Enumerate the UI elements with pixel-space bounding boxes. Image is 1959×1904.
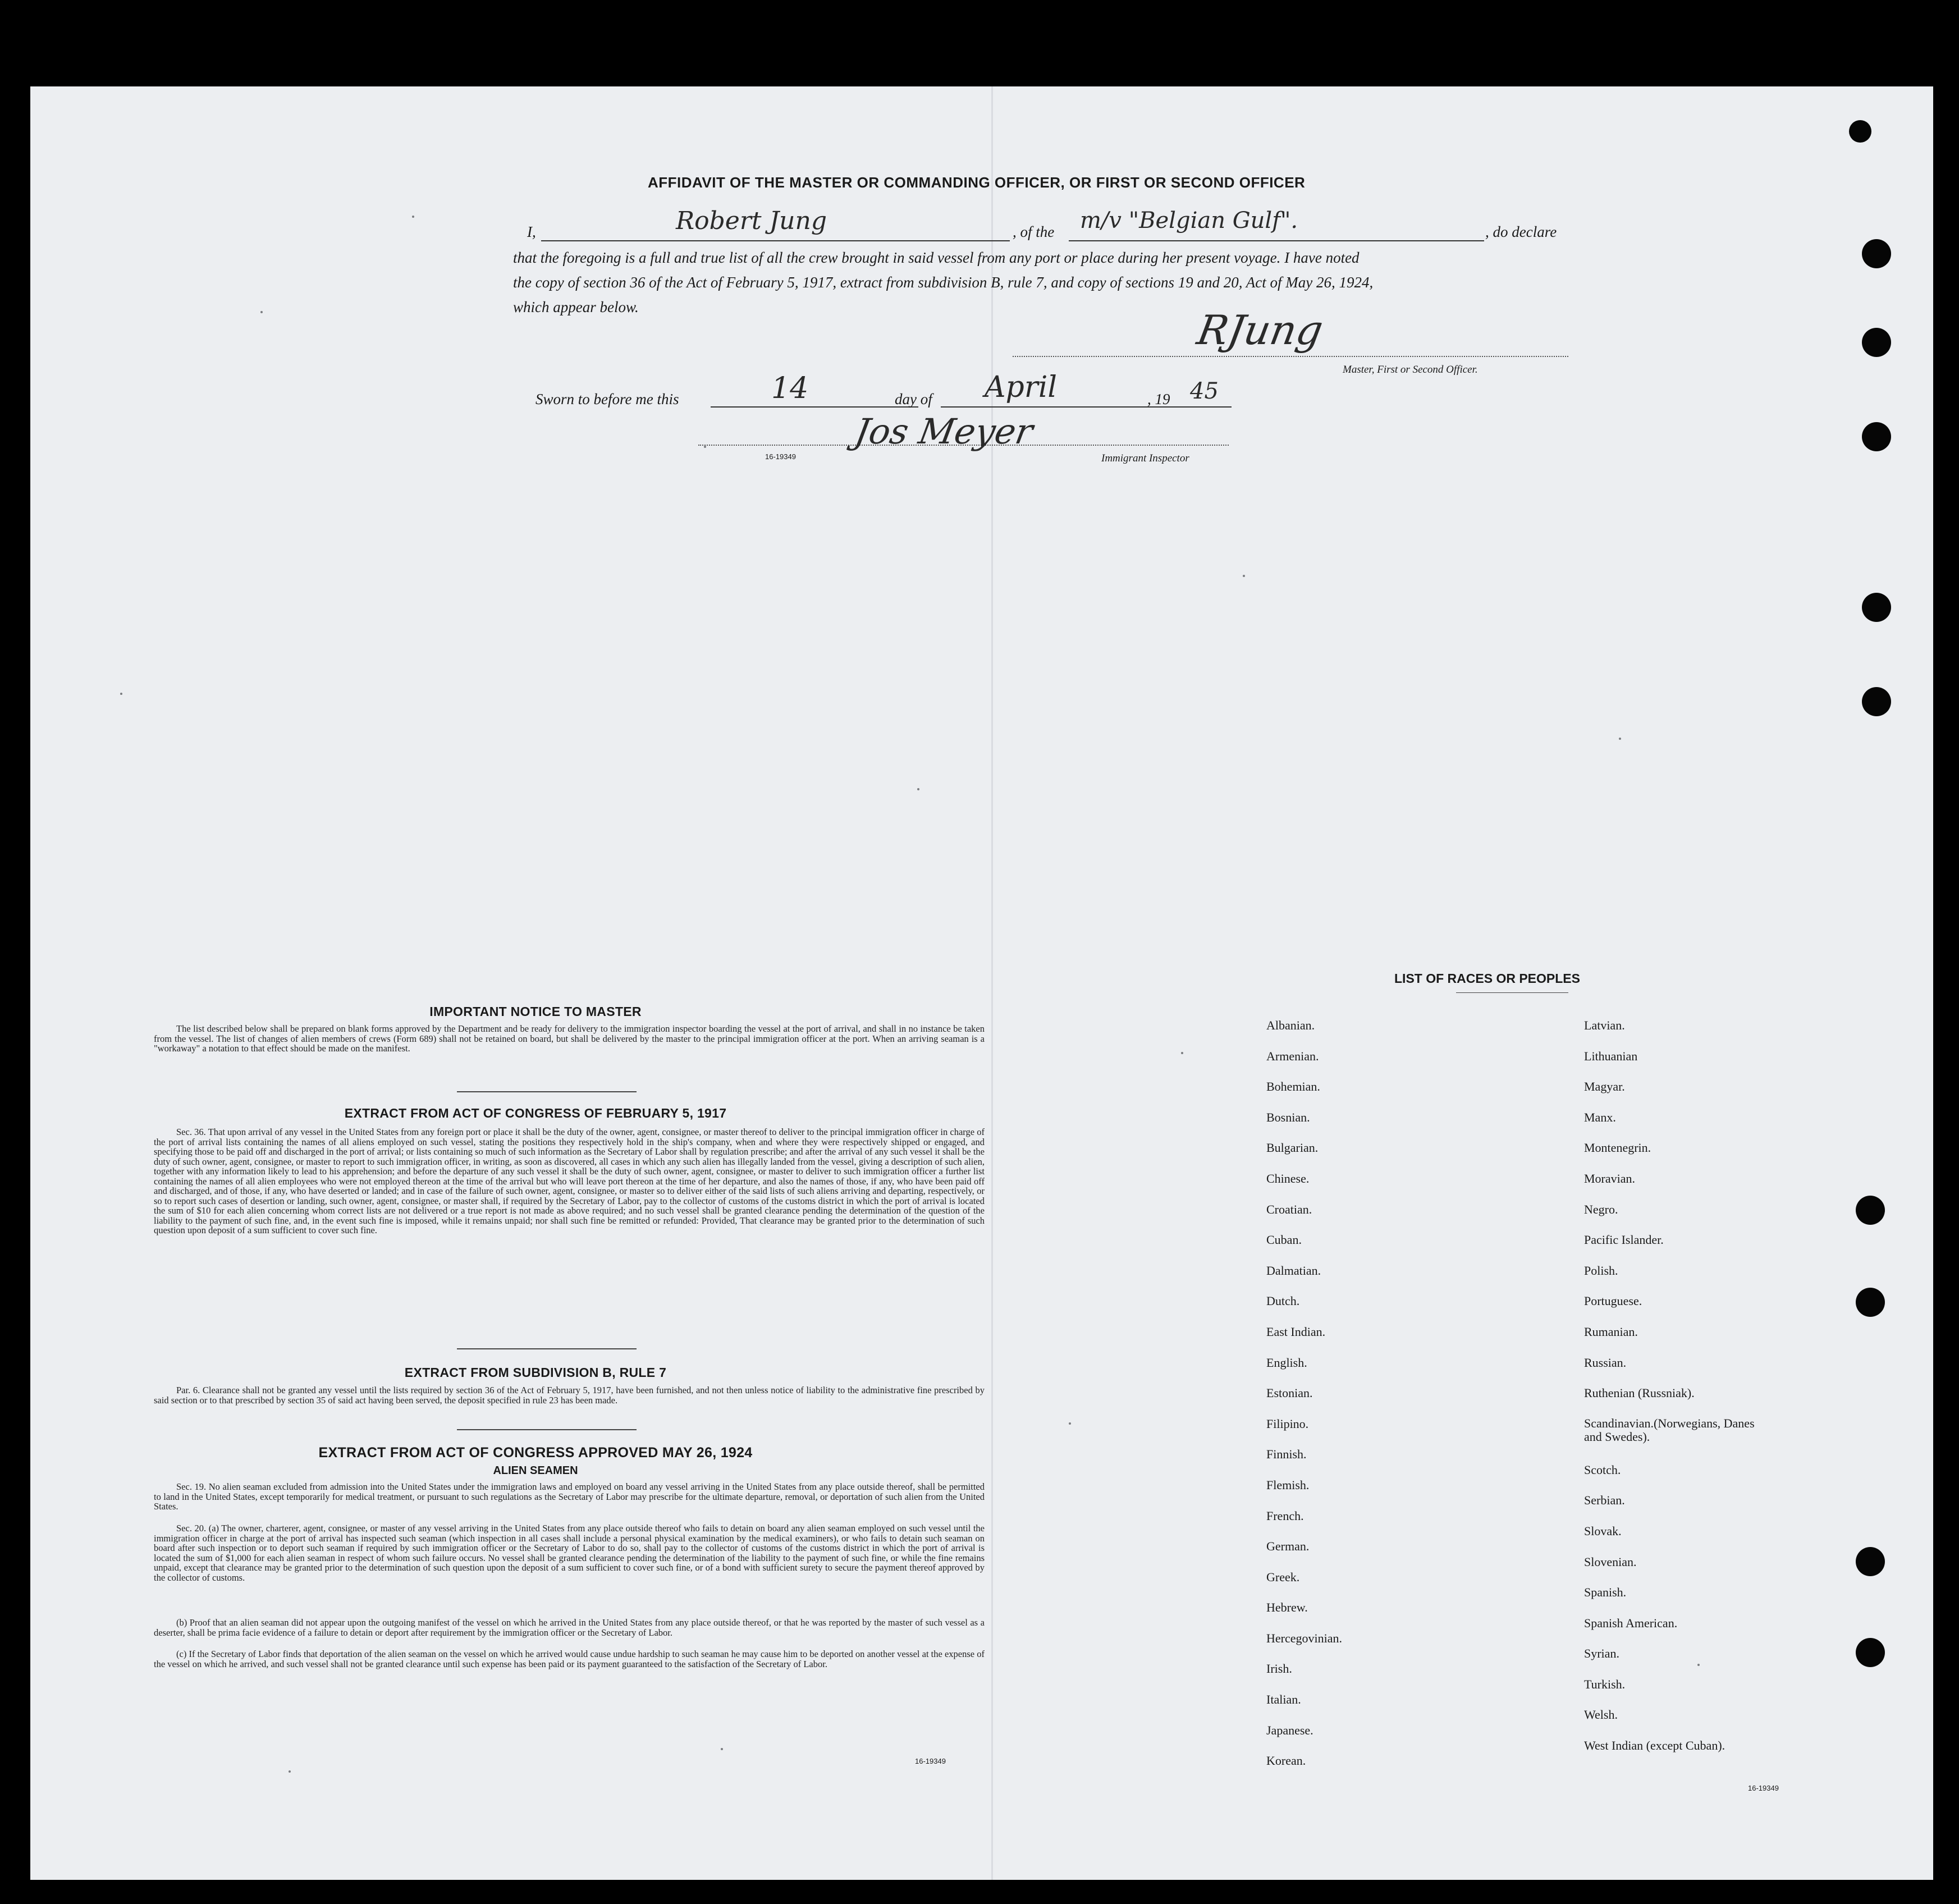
race-item: Negro. [1584, 1202, 1618, 1216]
master-signature-caption: Master, First or Second Officer. [1343, 364, 1478, 376]
races-left-column [1266, 1018, 1342, 1784]
race-item: Turkish. [1584, 1677, 1626, 1691]
notice-text: The list described below shall be prepared on blank forms approved by the Department and be ready for delivery to the immigration inspector boarding the vessel at the port of arrival, and shall in no instance be taken from the vessel. The list of changes of alien members of crews (Form 689) shall not be retained on board, but shall be delivered by the master to the principal immigration officer at the port. When an arriving seaman is a "workaway" a notation to that effect should be made on the manifest. [154, 1023, 985, 1054]
race-item: Bulgarian. [1266, 1141, 1319, 1155]
punch-hole [1862, 687, 1891, 716]
race-item: Spanish. [1584, 1585, 1627, 1600]
race-item: Scandinavian.(Norwegians, Danes and Swedes). [1584, 1416, 1755, 1444]
speck [260, 311, 263, 313]
extract-rule7-heading: EXTRACT FROM SUBDIVISION B, RULE 7 [404, 1365, 667, 1380]
master-name-line [541, 240, 1010, 241]
sworn-year-line [1187, 406, 1232, 408]
affidavit-line2: that the foregoing is a full and true list of all the crew brought in said vessel from any port or place during her present voyage. I have noted [513, 249, 1360, 266]
extract-rule7-text: Par. 6. Clearance shall not be granted any vessel until the lists required by section 36 of the Act of February 5, 1917, have been furnished, and not then unless notice of liability to the administrative fine prescribed by said section or to that prescribed by section 35 of said act having been served, the deposit specified in rule 23 has been made. [154, 1385, 985, 1406]
speck [289, 1770, 291, 1773]
race-item: Slovenian. [1584, 1554, 1637, 1569]
affidavit-form-number: 16-19349 [765, 452, 796, 461]
extract-1924-sec20c: (c) If the Secretary of Labor finds that deportation of the alien seaman on the vessel on which he arrived would cause undue hardship to such seaman he may cause him to be deported on another vessel at the expense of the vessel on which he arrived, and such vessel shall not be granted clearance until such expense has been paid or its payment guaranteed to the satisfaction of the Secretary of Labor. [154, 1649, 985, 1669]
race-item: Dalmatian. [1266, 1263, 1321, 1278]
race-item: Lithuanian [1584, 1049, 1638, 1063]
speck [917, 788, 919, 790]
race-item: Croatian. [1266, 1202, 1312, 1216]
race-item: Korean. [1266, 1754, 1306, 1768]
affidavit-title: AFFIDAVIT OF THE MASTER OR COMMANDING OFFICER, OR FIRST OR SECOND OFFICER [648, 174, 1306, 191]
sworn-year-handwritten: 45 [1190, 378, 1219, 404]
race-item: West Indian (except Cuban). [1584, 1738, 1725, 1753]
affidavit-of-the: , of the [1013, 223, 1055, 240]
punch-hole [1862, 239, 1891, 268]
race-item: Ruthenian (Russniak). [1584, 1386, 1695, 1400]
race-item: Moravian. [1584, 1171, 1636, 1186]
race-item: East Indian. [1266, 1324, 1326, 1339]
race-item: French. [1266, 1508, 1304, 1523]
speck [1619, 738, 1621, 740]
races-form-number: 16-19349 [1748, 1784, 1779, 1792]
page-fold [991, 86, 993, 1880]
divider [457, 1348, 637, 1349]
race-item: Irish. [1266, 1662, 1292, 1676]
race-item: Hercegovinian. [1266, 1631, 1342, 1645]
speck [721, 1748, 723, 1750]
speck [1069, 1422, 1071, 1425]
extract-1924-subheading: ALIEN SEAMEN [493, 1464, 578, 1477]
sworn-day-handwritten: 14 [771, 372, 809, 405]
master-name-handwritten: Robert Jung [676, 207, 827, 235]
punch-hole [1856, 1547, 1885, 1576]
extract-form-number: 16-19349 [915, 1757, 946, 1765]
sworn-month-handwritten: April [985, 370, 1057, 404]
speck [1243, 575, 1245, 577]
race-item: Italian. [1266, 1692, 1301, 1707]
race-item: German. [1266, 1539, 1310, 1554]
race-item: English. [1266, 1355, 1307, 1370]
punch-hole [1862, 422, 1891, 451]
vessel-name-line [1069, 240, 1484, 241]
affidavit-do-declare: , do declare [1485, 223, 1557, 240]
master-signature: RJung [1193, 306, 1327, 354]
race-item: Spanish American. [1584, 1615, 1678, 1630]
races-title: LIST OF RACES OR PEOPLES [1394, 971, 1580, 986]
extract-1924-sec20b: (b) Proof that an alien seaman did not appear upon the outgoing manifest of the vessel on which he arrived in the United States from any place outside thereof, or that he was reported by the master of such vessel as a deserter, shall be prima facie evidence of a failure to detain or deport after requirement by the immigration officer or the Secretary of Labor. [154, 1617, 985, 1638]
sworn-day-label: day of [895, 391, 932, 408]
race-item: Welsh. [1584, 1708, 1618, 1722]
race-item: Chinese. [1266, 1171, 1310, 1186]
race-item: Magyar. [1584, 1079, 1625, 1094]
punch-hole [1856, 1288, 1885, 1317]
race-item: Rumanian. [1584, 1324, 1638, 1339]
punch-hole [1862, 328, 1891, 357]
race-item: Montenegrin. [1584, 1141, 1651, 1155]
extract-1917-heading: EXTRACT FROM ACT OF CONGRESS OF FEBRUARY 5, 1917 [344, 1106, 727, 1120]
race-item: Armenian. [1266, 1049, 1319, 1063]
race-item: Dutch. [1266, 1294, 1300, 1308]
sworn-day-line [711, 406, 918, 408]
race-item: Albanian. [1266, 1018, 1315, 1032]
race-item: Bosnian. [1266, 1110, 1310, 1124]
race-item: Latvian. [1584, 1018, 1625, 1032]
inspector-signature: Jos Meyer [852, 411, 1036, 452]
race-item: Scotch. [1584, 1462, 1621, 1477]
divider [457, 1429, 637, 1430]
race-item: Finnish. [1266, 1447, 1307, 1462]
inspector-caption: Immigrant Inspector [1101, 452, 1189, 464]
affidavit-i: I, [527, 223, 536, 240]
speck [412, 216, 414, 218]
race-item: Polish. [1584, 1263, 1618, 1278]
punch-hole [1849, 120, 1871, 143]
extract-1924-sec19: Sec. 19. No alien seaman excluded from admission into the United States under the immigration laws and employed on board any vessel arriving in the United States from any place outside thereof, shall be permitted to land in the United States, except temporarily for medical treatment, or pursuant to such regulations as the Secretary of Labor may prescribe for the ultimate departure, removal, or deportation of such alien from the United States. [154, 1481, 985, 1512]
divider [457, 1091, 637, 1092]
race-item: Flemish. [1266, 1477, 1310, 1492]
race-item: Russian. [1584, 1355, 1627, 1370]
race-item: Estonian. [1266, 1386, 1313, 1400]
races-right-column [1584, 1018, 1769, 1769]
race-item: Cuban. [1266, 1233, 1302, 1247]
vessel-name-handwritten: m/v "Belgian Gulf". [1080, 208, 1298, 234]
race-item: Manx. [1584, 1110, 1616, 1124]
notice-heading: IMPORTANT NOTICE TO MASTER [429, 1004, 642, 1019]
race-item: Japanese. [1266, 1723, 1313, 1737]
extract-1924-heading: EXTRACT FROM ACT OF CONGRESS APPROVED MAY 26, 1924 [318, 1445, 753, 1461]
speck [1181, 1052, 1183, 1054]
sworn-prefix: Sworn to before me this [535, 391, 679, 408]
affidavit-line4: which appear below. [513, 299, 639, 315]
punch-hole [1862, 593, 1891, 622]
extract-1917-text: Sec. 36. That upon arrival of any vessel in the United States from any foreign port or place it shall be the duty of the owner, agent, consignee, or master thereof to deliver to the principal immigration officer in charge of the port of arrival lists containing the names of all aliens employed on such vessel, stating the positions they respectively hold in the ship's company, when and where they were respectively shipped or engaged, and specifying those to be paid off and discharged in the port of arrival; or lists containing so much of such information as the Secretary of Labor shall by regulation prescribe; and after the arrival of any such vessel it shall be the duty of such owner, agent, consignee, or master to report to such immigration officer, in writing, as soon as discovered, all cases in which any such alien has illegally landed from the vessel, giving a description of such alien, together with any information likely to lead to his apprehension; and before the departure of any such vessel it shall be the duty of such owner, agent, consignee, or master to deliver to such immigration officer a further list containing the names of all alien employees who were not employed thereon at the time of the arrival but who will leave port thereon at the time of her departure, and also the names of those, if any, who have been paid off and discharged, and of those, if any, who have deserted or landed; and in case of the failure of such owner, agent, consignee, or master so to deliver either of the said lists of such aliens arriving and departing, respectively, or so to report such cases of desertion or landing, such owner, agent, consignee, or master shall, if required by the Secretary of Labor, pay to the collector of customs of the customs district in which the port of arrival is located the sum of $10 for each alien concerning whom correct lists are not delivered or a true report is not made as above required; and no such vessel shall be granted clearance pending the determination of the question of the liability to the payment of such fine, and, in the event such fine is imposed, while it remains unpaid; nor shall such fine be remitted or refunded: Provided, That clearance may be granted prior to the determination of such question upon deposit of a sum sufficient to cover such fine. [154, 1127, 985, 1235]
master-signature-line [1013, 356, 1568, 357]
extract-1924-sec20a: Sec. 20. (a) The owner, charterer, agent, consignee, or master of any vessel arriving in the United States from any place outside thereof who fails to detain on board any alien seaman employed on such vessel until the immigration officer in charge at the port of arrival has inspected such seaman (which inspection in all cases shall include a personal physical examination by the medical examiners), or who fails to detain such seaman on board after such inspection or to deport such seaman if required by such immigration officer or the Secretary of Labor to do so, shall pay to the collector of customs of the customs district in which the port of arrival is located the sum of $1,000 for each alien seaman in respect of whom such failure occurs. No vessel shall be granted clearance pending the determination of the liability to the payment of such fine, or while the fine remains unpaid, except that clearance may be granted prior to the determination of such question upon the deposit of a sum sufficient to cover such fine, or of a bond with sufficient surety to secure the payment thereof approved by the collector of customs. [154, 1523, 985, 1583]
race-item: Filipino. [1266, 1416, 1309, 1431]
race-item: Greek. [1266, 1569, 1300, 1584]
race-item: Syrian. [1584, 1646, 1619, 1661]
race-item: Serbian. [1584, 1493, 1625, 1508]
race-item: Pacific Islander. [1584, 1233, 1664, 1247]
race-item: Hebrew. [1266, 1600, 1308, 1615]
document-sheet [30, 86, 1933, 1880]
speck [704, 446, 706, 448]
affidavit-line3: the copy of section 36 of the Act of February 5, 1917, extract from subdivision B, rule 7, and copy of sections 19 and 20, Act of May 26, 1924, [513, 274, 1374, 291]
punch-hole [1856, 1196, 1885, 1225]
speck [120, 693, 122, 695]
divider [1456, 992, 1568, 993]
punch-hole [1856, 1638, 1885, 1667]
sworn-year-prefix: , 19 [1147, 391, 1170, 408]
race-item: Bohemian. [1266, 1079, 1320, 1094]
race-item: Slovak. [1584, 1523, 1622, 1538]
race-item: Portuguese. [1584, 1294, 1642, 1308]
